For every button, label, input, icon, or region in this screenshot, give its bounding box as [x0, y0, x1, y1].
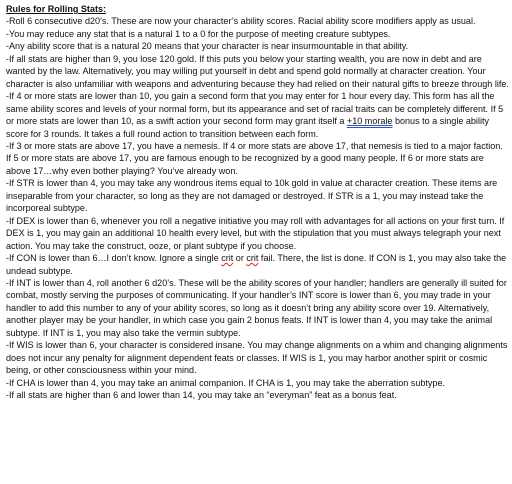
- rule-everyman: -If all stats are higher than 6 and lower than 14, you may take an “everyman” feat as a bonus feat.: [6, 390, 397, 401]
- rule-int: -If INT is lower than 4, roll another 6 d20’s. These will be the ability scores of your handler; handlers are generally ill suited for combat, mostly serving the purposes of communicating. If your handler’s INT score is lower than 6, you may trade in your handler to add this number to any of your ability scores, so long as it doesn’t bring any ability score over 19. Alternatively, another player may be your handler, in which case you gain 2 bonus feats. If INT is lower than 4, you may take the animal subtype. If INT is 1, you may also take the vermin subtype.: [6, 277, 507, 338]
- rule-nemesis: -If 3 or more stats are above 17, you have a nemesis. If 4 or more stats are above 17, that nemesis is tied to a major faction. If 5 or more stats are above 17, you are famous enough to be recognized by a good many people. If 6 or more stats are above 17…why even bother playing? You’ve already won.: [6, 140, 503, 176]
- rule-natural-one: -You may reduce any stat that is a natural 1 to a 0 for the purpose of meeting creature subtypes.: [6, 28, 391, 39]
- rule-str: -If STR is lower than 4, you may take any wondrous items equal to 10k gold in value at character creation. These items are inseparable from your character, so long as they are not damaged or destroyed. If STR is a 1, you may instead take the incorporeal subtype.: [6, 178, 498, 214]
- proofing-mark: crit: [246, 253, 259, 264]
- rule-con: -If CON is lower than 6…I don’t know. Ignore a single crit or crit fail. There, the list is done. If CON is 1, you may also take the undead subtype.: [6, 253, 507, 276]
- proofing-mark: crit: [221, 253, 234, 264]
- rule-dex: -If DEX is lower than 6, whenever you roll a negative initiative you may roll with advantages for all actions on your first turn. If DEX is 1, you may gain an additional 10 health every level, but with the stipulation that you must always telegraph your next action. You may take the construct, ooze, or plant subtype if you choose.: [6, 215, 505, 251]
- proofing-mark: +10 morale: [346, 116, 393, 127]
- rule-wis: -If WIS is lower than 6, your character is considered insane. You may change alignments on a whim and changing alignments does not incur any penalty for alignment dependent feats or classes. If WIS is 1, you may harbor another spirit or cosmic being, or other consciousness within your mind.: [6, 340, 508, 376]
- rule-cha: -If CHA is lower than 4, you may take an animal companion. If CHA is 1, you may take the aberration subtype.: [6, 377, 445, 388]
- rule-all-above-nine: -If all stats are higher than 9, you lose 120 gold. If this puts you below your starting wealth, you are now in debt and are wanted by the law. Alternatively, you may willing put yourself in debt and spend gold normally at character creation. Your character is also unfamiliar with weapons and adventuring because they had relied on their natural gifts to breeze through life.: [6, 53, 509, 89]
- rule-natural-twenty: -Any ability score that is a natural 20 means that your character is near insurmountable in that ability.: [6, 41, 409, 52]
- rule-roll: -Roll 6 consecutive d20’s. These are now your character’s ability scores. Racial ability score modifiers apply as usual.: [6, 16, 476, 27]
- rule-second-form: -If 4 or more stats are lower than 10, you gain a second form that you may enter for 1 hour every day. This form has all the same ability scores and levels of your normal form, but its appearance and set of racial traits can be completely different. If 5 or more stats are lower than 10, as a swift action your second form may grant itself a +10 morale bonus to a single ability score for 3 rounds. It takes a full round action to transition between each form.: [6, 91, 504, 139]
- document-page: [6, 3, 509, 402]
- document-title: Rules for Rolling Stats:: [6, 4, 107, 14]
